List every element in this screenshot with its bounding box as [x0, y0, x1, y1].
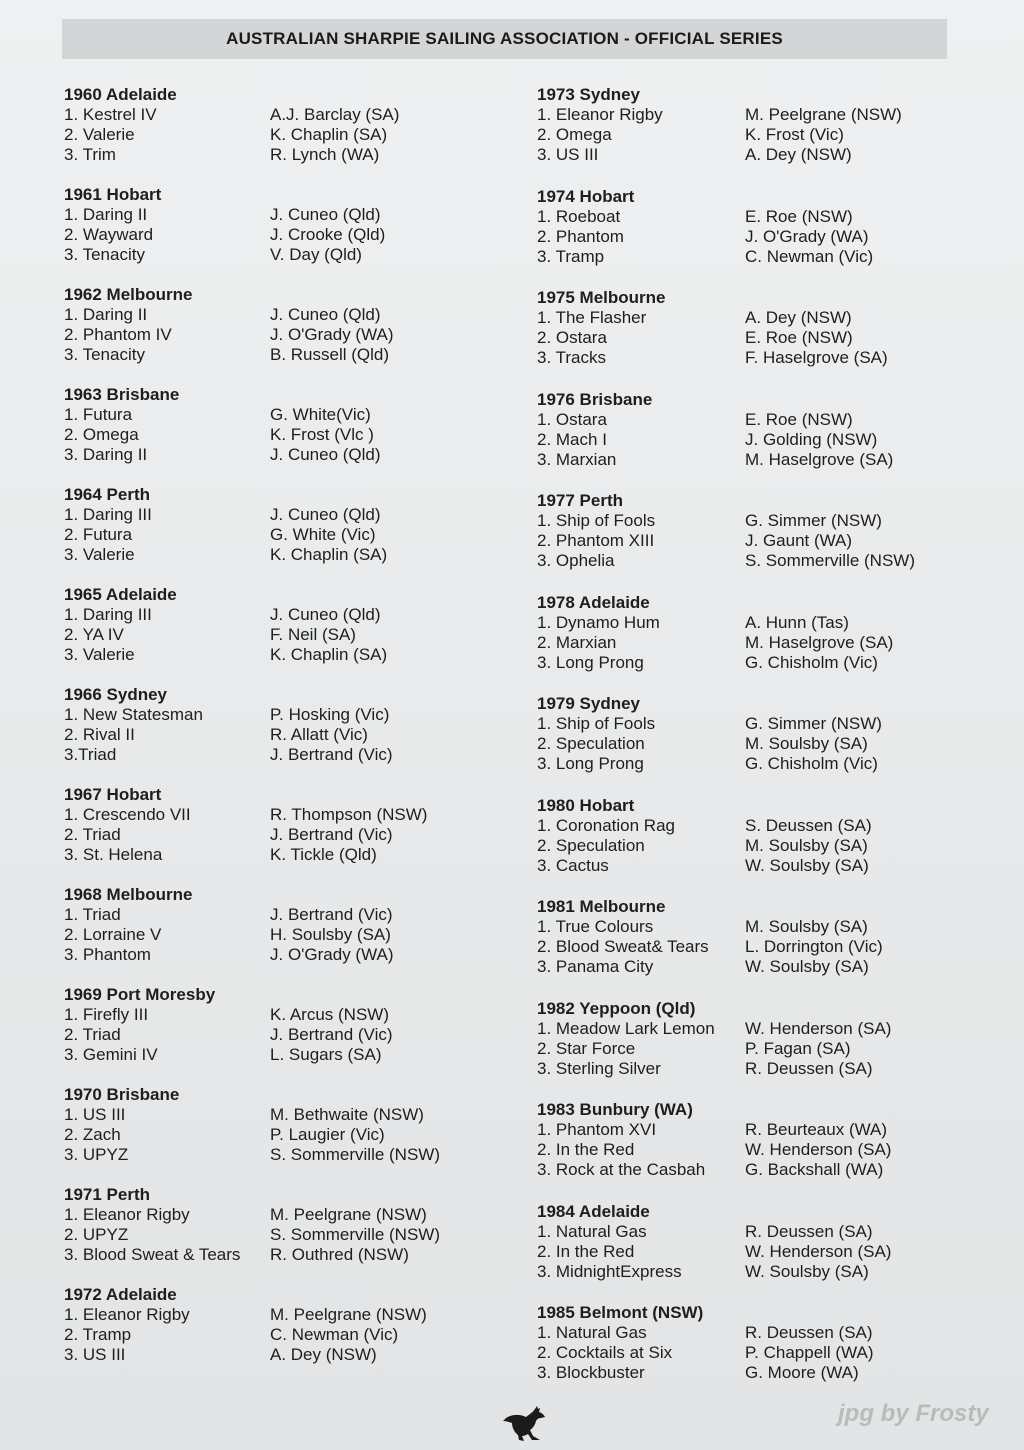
series-entry [64, 384, 440, 484]
skipper-name: G. Simmer (NSW) [745, 511, 882, 530]
boat-name: 2. In the Red [537, 1241, 635, 1261]
skipper-name: W. Henderson (SA) [745, 1241, 892, 1261]
skipper-name: C. Newman (Vic) [745, 246, 874, 266]
skipper-name: E. Roe (NSW) [745, 328, 853, 347]
boat-name: 1. Eleanor Rigby [64, 1305, 190, 1324]
result-row [537, 633, 915, 653]
series-title: 1967 Hobart [64, 785, 162, 804]
result-row [537, 227, 915, 247]
result-row [537, 450, 915, 470]
boat-name: 1. Eleanor Rigby [537, 105, 663, 124]
series-title: 1972 Adelaide [64, 1285, 177, 1304]
result-row [537, 1019, 915, 1039]
boat-name: 1. US III [64, 1105, 126, 1124]
result-row [64, 505, 440, 525]
series-title: 1980 Hobart [537, 795, 635, 815]
boat-name: 2. Triad [64, 1025, 121, 1044]
result-row [537, 734, 915, 754]
boat-name: 2. Omega [537, 125, 612, 144]
skipper-name: M. Bethwaite (NSW) [270, 1105, 424, 1124]
series-entry [537, 287, 915, 389]
boat-name: 3. US III [64, 1345, 126, 1364]
result-row [537, 816, 915, 836]
result-row [537, 613, 915, 633]
skipper-name: G. White(Vic) [270, 405, 371, 424]
result-row [537, 957, 915, 977]
boat-name: 1. Crescendo VII [64, 805, 191, 824]
skipper-name: R. Lynch (WA) [270, 145, 380, 164]
boat-name: 1. Roeboat [537, 206, 621, 226]
boat-name: 2. Triad [64, 825, 121, 844]
boat-name: 1. Coronation Rag [537, 815, 675, 835]
boat-name: 2. UPYZ [64, 1225, 129, 1244]
skipper-name: A. Dey (NSW) [270, 1345, 377, 1364]
result-row [537, 247, 915, 267]
result-row [537, 1160, 915, 1180]
skipper-name: H. Soulsby (SA) [270, 925, 391, 944]
skipper-name: R. Allatt (Vic) [270, 725, 368, 744]
series-entry [537, 693, 915, 795]
boat-name: 3. Panama City [537, 957, 654, 976]
boat-name: 1. Firefly III [64, 1005, 149, 1024]
boat-name: 1. Kestrel IV [64, 105, 157, 124]
result-row [537, 836, 915, 856]
skipper-name: R. Beurteaux (WA) [745, 1120, 888, 1139]
skipper-name: M. Haselgrove (SA) [745, 449, 894, 469]
result-row [64, 705, 440, 725]
result-row [64, 1205, 440, 1225]
skipper-name: F. Neil (SA) [270, 625, 356, 644]
skipper-name: J. Gaunt (WA) [745, 531, 853, 550]
boat-name: 3. Phantom [64, 945, 151, 964]
result-row [537, 511, 915, 531]
skipper-name: M. Peelgrane (NSW) [270, 1205, 427, 1224]
result-row [537, 145, 915, 165]
series-entry [64, 84, 440, 184]
skipper-name: W. Henderson (SA) [745, 1018, 892, 1038]
result-row [64, 745, 440, 765]
series-entry [537, 1201, 915, 1303]
left-results-column [64, 84, 440, 1384]
skipper-name: R. Deussen (SA) [745, 1221, 873, 1241]
result-row [64, 905, 440, 925]
skipper-name: P. Laugier (Vic) [270, 1125, 385, 1144]
skipper-name: G. White (Vic) [270, 525, 376, 544]
right-results-column [537, 84, 915, 1404]
boat-name: 1. Futura [64, 405, 133, 424]
series-entry [537, 592, 915, 694]
skipper-name: K. Arcus (NSW) [270, 1005, 390, 1024]
series-title: 1974 Hobart [537, 186, 635, 206]
result-row [537, 207, 915, 227]
skipper-name: J. Bertrand (Vic) [270, 905, 393, 924]
result-row [537, 1323, 915, 1343]
result-row [537, 856, 915, 876]
result-row [64, 225, 440, 245]
boat-name: 3. Blockbuster [537, 1363, 645, 1382]
series-title: 1970 Brisbane [64, 1085, 180, 1104]
skipper-name: P. Fagan (SA) [745, 1038, 851, 1058]
result-row [537, 328, 915, 348]
series-title: 1963 Brisbane [64, 385, 180, 404]
skipper-name: K. Frost (Vic) [745, 125, 844, 144]
skipper-name: V. Day (Qld) [270, 245, 362, 264]
result-row [537, 937, 915, 957]
boat-name: 2. Phantom XIII [537, 531, 655, 550]
boat-name: 2. Marxian [537, 632, 617, 652]
skipper-name: A.J. Barclay (SA) [270, 105, 400, 124]
result-row [64, 1345, 440, 1365]
boat-name: 2. Wayward [64, 225, 154, 244]
skipper-name: E. Roe (NSW) [745, 409, 853, 429]
result-row [64, 205, 440, 225]
result-row [64, 405, 440, 425]
skipper-name: J. Golding (NSW) [745, 429, 878, 449]
result-row [64, 1045, 440, 1065]
boat-name: 1. Eleanor Rigby [64, 1205, 190, 1224]
skipper-name: M. Haselgrove (SA) [745, 632, 894, 652]
skipper-name: G. Simmer (NSW) [745, 714, 882, 733]
series-entry [64, 884, 440, 984]
skipper-name: W. Soulsby (SA) [745, 1261, 869, 1281]
skipper-name: S. Deussen (SA) [745, 815, 872, 835]
series-title: 1962 Melbourne [64, 285, 193, 304]
series-entry [537, 1099, 915, 1201]
skipper-name: M. Peelgrane (NSW) [745, 105, 902, 124]
result-row [537, 531, 915, 551]
boat-name: 3. St. Helena [64, 845, 163, 864]
result-row [64, 625, 440, 645]
skipper-name: J. Cuneo (Qld) [270, 305, 381, 324]
series-entry [537, 389, 915, 491]
boat-name: 1. Daring II [64, 305, 148, 324]
boat-name: 3. Valerie [64, 545, 135, 564]
result-row [64, 1145, 440, 1165]
skipper-name: M. Peelgrane (NSW) [270, 1305, 427, 1324]
series-title: 1985 Belmont (NSW) [537, 1303, 704, 1322]
boat-name: 2. In the Red [537, 1140, 635, 1159]
boat-name: 2. YA IV [64, 625, 124, 644]
boat-name: 3. Blood Sweat & Tears [64, 1245, 241, 1264]
boat-name: 1. Dynamo Hum [537, 612, 660, 632]
boat-name: 3. Tracks [537, 348, 606, 367]
skipper-name: R. Deussen (SA) [745, 1058, 873, 1078]
series-title: 1969 Port Moresby [64, 985, 216, 1004]
series-entry [64, 684, 440, 784]
boat-name: 1. Daring III [64, 605, 152, 624]
series-title: 1960 Adelaide [64, 85, 177, 104]
skipper-name: A. Dey (NSW) [745, 145, 852, 164]
skipper-name: J. Cuneo (Qld) [270, 205, 381, 224]
page-title: AUSTRALIAN SHARPIE SAILING ASSOCIATION - OFFICIAL SERIES [226, 29, 783, 48]
series-title: 1966 Sydney [64, 685, 168, 704]
series-entry [64, 1184, 440, 1284]
boat-name: 1. Meadow Lark Lemon [537, 1018, 715, 1038]
result-row [64, 445, 440, 465]
boat-name: 2. Valerie [64, 125, 135, 144]
skipper-name: J. O'Grady (WA) [270, 945, 394, 964]
skipper-name: M. Soulsby (SA) [745, 917, 868, 936]
result-row [64, 725, 440, 745]
skipper-name: L. Sugars (SA) [270, 1045, 382, 1064]
boat-name: 3. US III [537, 145, 599, 164]
result-row [64, 345, 440, 365]
boat-name: 1. Phantom XVI [537, 1120, 657, 1139]
boat-name: 3. Long Prong [537, 754, 644, 773]
skipper-name: J. Cuneo (Qld) [270, 605, 381, 624]
boat-name: 2. Phantom IV [64, 325, 172, 344]
series-title: 1978 Adelaide [537, 592, 650, 612]
series-title: 1973 Sydney [537, 85, 641, 104]
result-row [64, 1305, 440, 1325]
boat-name: 1. Ship of Fools [537, 714, 656, 733]
boat-name: 1. Ostara [537, 409, 607, 429]
series-title: 1964 Perth [64, 485, 150, 504]
boat-name: 2. Speculation [537, 734, 645, 753]
boat-name: 3. Long Prong [537, 652, 644, 672]
boat-name: 3. Valerie [64, 645, 135, 664]
series-title: 1977 Perth [537, 491, 623, 510]
boat-name: 2. Phantom [537, 226, 624, 246]
skipper-name: G. Moore (WA) [745, 1363, 859, 1382]
skipper-name: B. Russell (Qld) [270, 345, 390, 364]
boat-name: 3. Cactus [537, 855, 609, 875]
series-title: 1968 Melbourne [64, 885, 193, 904]
boat-name: 3. Rock at the Casbah [537, 1160, 706, 1179]
skipper-name: C. Newman (Vic) [270, 1325, 399, 1344]
series-title: 1961 Hobart [64, 185, 162, 204]
series-entry [64, 1084, 440, 1184]
result-row [537, 1120, 915, 1140]
boat-name: 3. Marxian [537, 449, 617, 469]
boat-name: 2. Zach [64, 1125, 121, 1144]
skipper-name: J. Crooke (Qld) [270, 225, 386, 244]
series-entry [64, 584, 440, 684]
series-title: 1976 Brisbane [537, 389, 653, 409]
boat-name: 2. Cocktails at Six [537, 1343, 673, 1362]
result-row [537, 1222, 915, 1242]
result-row [537, 105, 915, 125]
series-entry [64, 984, 440, 1084]
skipper-name: P. Hosking (Vic) [270, 705, 390, 724]
series-entry [64, 284, 440, 384]
series-entry [64, 184, 440, 284]
result-row [537, 348, 915, 368]
series-entry [537, 186, 915, 288]
boat-name: 1. Ship of Fools [537, 511, 656, 530]
skipper-name: R. Outhred (NSW) [270, 1245, 409, 1264]
result-row [537, 714, 915, 734]
result-row [537, 1262, 915, 1282]
result-row [537, 125, 915, 145]
boat-name: 3. Tramp [537, 246, 605, 266]
series-entry [537, 84, 915, 186]
series-title: 1982 Yeppoon (Qld) [537, 998, 696, 1018]
skipper-name: A. Dey (NSW) [745, 308, 852, 327]
boat-name: 2. Mach I [537, 429, 607, 449]
result-row [64, 1105, 440, 1125]
skipper-name: K. Chaplin (SA) [270, 545, 388, 564]
series-title: 1975 Melbourne [537, 288, 666, 307]
boat-name: 1. New Statesman [64, 705, 203, 724]
result-row [64, 1025, 440, 1045]
series-entry [537, 490, 915, 592]
result-row [64, 145, 440, 165]
result-row [64, 645, 440, 665]
skipper-name: G. Chisholm (Vic) [745, 652, 878, 672]
result-row [64, 805, 440, 825]
result-row [64, 325, 440, 345]
boat-name: 1. The Flasher [537, 308, 647, 327]
skipper-name: W. Soulsby (SA) [745, 855, 869, 875]
result-row [537, 551, 915, 571]
skipper-name: J. Bertrand (Vic) [270, 1025, 393, 1044]
skipper-name: R. Thompson (NSW) [270, 805, 428, 824]
header-bar [62, 19, 947, 59]
skipper-name: R. Deussen (SA) [745, 1323, 873, 1342]
skipper-name: M. Soulsby (SA) [745, 835, 868, 855]
result-row [537, 430, 915, 450]
result-row [537, 1363, 915, 1383]
series-title: 1965 Adelaide [64, 585, 177, 604]
result-row [537, 653, 915, 673]
boat-name: 2. Speculation [537, 835, 645, 855]
result-row [64, 845, 440, 865]
result-row [537, 308, 915, 328]
result-row [64, 245, 440, 265]
result-row [64, 945, 440, 965]
boat-name: 2. Ostara [537, 328, 607, 347]
kangaroo-icon [502, 1404, 548, 1444]
boat-name: 3. Daring II [64, 445, 148, 464]
boat-name: 3.Triad [64, 745, 117, 764]
series-entry [64, 784, 440, 884]
skipper-name: S. Sommerville (NSW) [270, 1225, 441, 1244]
series-title: 1979 Sydney [537, 694, 641, 713]
skipper-name: F. Haselgrove (SA) [745, 348, 888, 367]
boat-name: 2. Omega [64, 425, 139, 444]
boat-name: 1. Daring III [64, 505, 152, 524]
boat-name: 2. Blood Sweat& Tears [537, 937, 709, 956]
result-row [537, 1343, 915, 1363]
series-entry [64, 484, 440, 584]
boat-name: 3. MidnightExpress [537, 1261, 682, 1281]
boat-name: 3. Ophelia [537, 551, 615, 570]
series-entry [537, 795, 915, 897]
boat-name: 2. Star Force [537, 1038, 636, 1058]
skipper-name: W. Soulsby (SA) [745, 957, 869, 976]
skipper-name: K. Frost (Vlc ) [270, 425, 374, 444]
result-row [537, 1140, 915, 1160]
skipper-name: K. Chaplin (SA) [270, 645, 388, 664]
skipper-name: L. Dorrington (Vic) [745, 937, 883, 956]
skipper-name: E. Roe (NSW) [745, 206, 853, 226]
boat-name: 2. Lorraine V [64, 925, 162, 944]
result-row [64, 1325, 440, 1345]
result-row [537, 1039, 915, 1059]
boat-name: 2. Futura [64, 525, 133, 544]
skipper-name: A. Hunn (Tas) [745, 612, 849, 632]
result-row [537, 1059, 915, 1079]
result-row [537, 754, 915, 774]
result-row [64, 1005, 440, 1025]
result-row [537, 917, 915, 937]
boat-name: 3. Tenacity [64, 345, 145, 364]
boat-name: 1. Daring II [64, 205, 148, 224]
boat-name: 1. True Colours [537, 917, 654, 936]
boat-name: 1. Natural Gas [537, 1221, 647, 1241]
skipper-name: J. O'Grady (WA) [270, 325, 394, 344]
series-title: 1971 Perth [64, 1185, 150, 1204]
boat-name: 2. Rival II [64, 725, 135, 744]
skipper-name: M. Soulsby (SA) [745, 734, 868, 753]
boat-name: 1. Triad [64, 905, 121, 924]
result-row [537, 1242, 915, 1262]
skipper-name: G. Chisholm (Vic) [745, 754, 878, 773]
series-title: 1981 Melbourne [537, 897, 666, 916]
skipper-name: G. Backshall (WA) [745, 1160, 884, 1179]
skipper-name: W. Henderson (SA) [745, 1140, 892, 1159]
result-row [64, 1245, 440, 1265]
skipper-name: J. O'Grady (WA) [745, 226, 869, 246]
result-row [537, 410, 915, 430]
boat-name: 1. Natural Gas [537, 1323, 647, 1342]
result-row [64, 305, 440, 325]
skipper-name: J. Bertrand (Vic) [270, 745, 393, 764]
result-row [64, 1125, 440, 1145]
boat-name: 2. Tramp [64, 1325, 132, 1344]
series-entry [537, 1302, 915, 1404]
series-title: 1983 Bunbury (WA) [537, 1100, 693, 1119]
result-row [64, 605, 440, 625]
boat-name: 3. Sterling Silver [537, 1058, 661, 1078]
series-title: 1984 Adelaide [537, 1201, 650, 1221]
result-row [64, 525, 440, 545]
skipper-name: K. Chaplin (SA) [270, 125, 388, 144]
boat-name: 3. Trim [64, 145, 116, 164]
result-row [64, 1225, 440, 1245]
result-row [64, 925, 440, 945]
skipper-name: S. Sommerville (NSW) [745, 551, 916, 570]
series-entry [537, 998, 915, 1100]
series-entry [64, 1284, 440, 1384]
result-row [64, 105, 440, 125]
skipper-name: J. Cuneo (Qld) [270, 445, 381, 464]
result-row [64, 125, 440, 145]
series-entry [537, 896, 915, 998]
skipper-name: J. Cuneo (Qld) [270, 505, 381, 524]
boat-name: 3. Tenacity [64, 245, 145, 264]
skipper-name: S. Sommerville (NSW) [270, 1145, 441, 1164]
skipper-name: P. Chappell (WA) [745, 1343, 874, 1362]
result-row [64, 425, 440, 445]
result-row [64, 825, 440, 845]
skipper-name: J. Bertrand (Vic) [270, 825, 393, 844]
boat-name: 3. UPYZ [64, 1145, 129, 1164]
boat-name: 3. Gemini IV [64, 1045, 158, 1064]
skipper-name: K. Tickle (Qld) [270, 845, 377, 864]
result-row [64, 545, 440, 565]
watermark: jpg by Frosty [838, 1400, 989, 1427]
